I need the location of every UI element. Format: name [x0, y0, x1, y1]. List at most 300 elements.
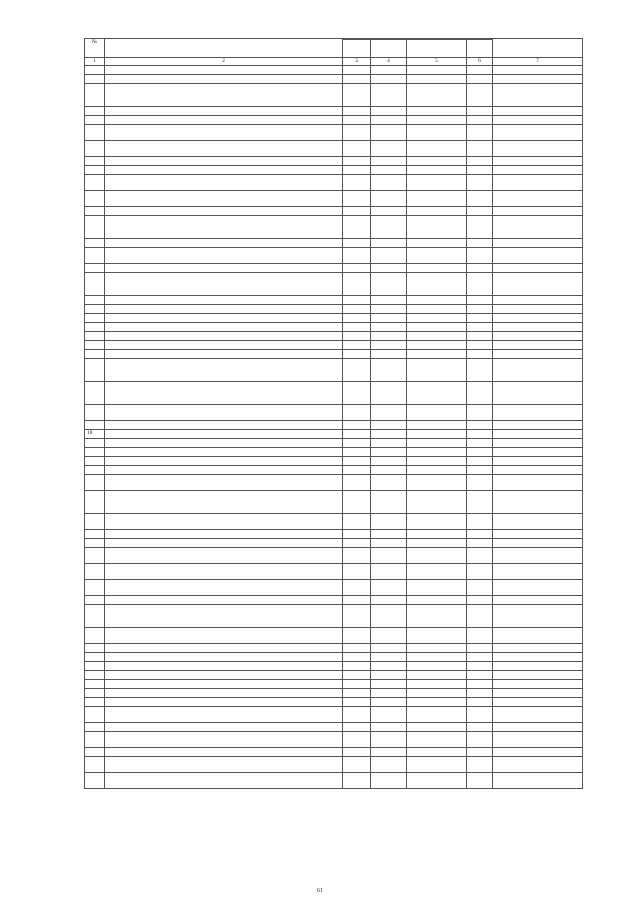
table-cell [343, 662, 371, 671]
table-cell [85, 773, 105, 789]
table-row [85, 84, 583, 107]
table-row [85, 323, 583, 332]
table-cell [407, 296, 467, 305]
table-cell [343, 273, 371, 296]
index-3: 3 [343, 58, 371, 66]
table-cell [85, 491, 105, 514]
index-1: 1 [85, 58, 105, 66]
table-cell [371, 514, 407, 530]
table-cell [371, 191, 407, 207]
page-number: 61 [317, 888, 323, 894]
table-cell [467, 457, 493, 466]
header-grbs [343, 40, 371, 58]
table-cell [105, 341, 343, 350]
table-row [85, 141, 583, 157]
table-cell [467, 382, 493, 405]
table-cell [105, 323, 343, 332]
table-cell [467, 314, 493, 323]
table-row [85, 175, 583, 191]
table-cell [105, 116, 343, 125]
table-row [85, 405, 583, 421]
table-cell [467, 671, 493, 680]
table-cell [85, 332, 105, 341]
budget-table [84, 38, 583, 789]
table-cell [493, 107, 583, 116]
table-cell [407, 332, 467, 341]
table-row [85, 421, 583, 430]
table-cell [371, 628, 407, 644]
table-cell [493, 491, 583, 514]
table-cell [343, 207, 371, 216]
table-row [85, 539, 583, 548]
table-cell [371, 157, 407, 166]
table-cell [105, 707, 343, 723]
table-cell [105, 382, 343, 405]
table-cell [493, 530, 583, 539]
table-cell [467, 757, 493, 773]
table-cell [407, 305, 467, 314]
table-cell [407, 175, 467, 191]
table-cell [407, 773, 467, 789]
table-cell [85, 116, 105, 125]
table-cell [493, 662, 583, 671]
table-cell [343, 84, 371, 107]
table-cell [343, 264, 371, 273]
table-row [85, 732, 583, 748]
table-row [85, 448, 583, 457]
table-cell [371, 707, 407, 723]
table-cell [371, 748, 407, 757]
table-cell [85, 662, 105, 671]
table-cell [371, 107, 407, 116]
table-cell [85, 732, 105, 748]
table-cell [85, 84, 105, 107]
table-cell [493, 596, 583, 605]
table-cell [371, 466, 407, 475]
table-cell [343, 405, 371, 421]
table-row [85, 680, 583, 689]
table-cell [371, 653, 407, 662]
table-cell [85, 175, 105, 191]
table-row [85, 757, 583, 773]
table-cell [105, 216, 343, 239]
table-row [85, 75, 583, 84]
table-cell [343, 216, 371, 239]
index-4: 4 [371, 58, 407, 66]
table-cell [493, 564, 583, 580]
table-row [85, 382, 583, 405]
table-cell [343, 748, 371, 757]
table-row [85, 671, 583, 680]
table-cell [371, 644, 407, 653]
table-cell [85, 564, 105, 580]
table-cell [407, 421, 467, 430]
table-cell [371, 341, 407, 350]
table-cell [85, 596, 105, 605]
table-cell [407, 514, 467, 530]
table-cell [493, 644, 583, 653]
table-cell [371, 448, 407, 457]
table-cell [493, 732, 583, 748]
table-cell [493, 207, 583, 216]
table-cell [493, 323, 583, 332]
table-cell [85, 644, 105, 653]
table-cell [467, 405, 493, 421]
table-cell [343, 644, 371, 653]
table-cell [105, 689, 343, 698]
table-cell [343, 628, 371, 644]
table-cell [467, 564, 493, 580]
table-cell [85, 580, 105, 596]
table-cell [467, 539, 493, 548]
table-cell [493, 405, 583, 421]
table-cell [493, 748, 583, 757]
table-cell [343, 448, 371, 457]
table-cell [85, 216, 105, 239]
table-cell [407, 430, 467, 439]
table-cell [493, 539, 583, 548]
table-cell [105, 773, 343, 789]
table-cell [343, 689, 371, 698]
table-cell [343, 653, 371, 662]
table-cell [105, 628, 343, 644]
table-cell [85, 66, 105, 75]
index-6: 6 [467, 58, 493, 66]
table-cell [85, 248, 105, 264]
table-cell [371, 680, 407, 689]
table-cell [105, 491, 343, 514]
table-cell [343, 305, 371, 314]
table-cell [85, 475, 105, 491]
table-cell [407, 439, 467, 448]
table-row [85, 207, 583, 216]
table-row [85, 264, 583, 273]
table-cell [343, 382, 371, 405]
table-cell [371, 84, 407, 107]
table-cell [371, 689, 407, 698]
table-cell [85, 323, 105, 332]
table-cell [371, 359, 407, 382]
table-cell [371, 421, 407, 430]
table-cell [407, 605, 467, 628]
table-cell [85, 689, 105, 698]
table-cell [343, 323, 371, 332]
table-cell [407, 580, 467, 596]
table-cell [85, 75, 105, 84]
table-row [85, 605, 583, 628]
table-cell [105, 748, 343, 757]
table-cell [467, 439, 493, 448]
table-cell [105, 264, 343, 273]
table-cell [407, 628, 467, 644]
table-cell [407, 341, 467, 350]
table-cell [467, 514, 493, 530]
table-cell [493, 314, 583, 323]
table-cell [493, 698, 583, 707]
table-cell [371, 166, 407, 175]
table-cell [467, 698, 493, 707]
table-cell [371, 548, 407, 564]
table-cell [343, 596, 371, 605]
table-cell [467, 239, 493, 248]
table-cell [493, 448, 583, 457]
table-cell [493, 653, 583, 662]
table-cell [407, 653, 467, 662]
table-cell [343, 605, 371, 628]
table-cell [407, 66, 467, 75]
table-cell [85, 448, 105, 457]
table-cell [493, 773, 583, 789]
table-row [85, 430, 583, 439]
table-cell [371, 273, 407, 296]
table-row [85, 239, 583, 248]
table-cell [467, 491, 493, 514]
table-cell [493, 141, 583, 157]
table-cell [343, 439, 371, 448]
table-cell [407, 671, 467, 680]
table-cell [467, 66, 493, 75]
table-cell [407, 548, 467, 564]
table-cell [371, 66, 407, 75]
table-cell [493, 421, 583, 430]
table-row [85, 662, 583, 671]
table-cell [467, 596, 493, 605]
table-cell [467, 662, 493, 671]
table-row [85, 491, 583, 514]
table-row [85, 157, 583, 166]
table-cell [105, 662, 343, 671]
table-cell [105, 314, 343, 323]
table-cell [371, 773, 407, 789]
table-cell [343, 341, 371, 350]
table-cell [467, 653, 493, 662]
table-cell [467, 323, 493, 332]
table-cell [467, 723, 493, 732]
table-cell [493, 605, 583, 628]
table-cell [467, 305, 493, 314]
table-cell [85, 107, 105, 116]
table-row [85, 580, 583, 596]
table-cell [493, 166, 583, 175]
table-cell [343, 66, 371, 75]
table-cell [467, 748, 493, 757]
table-cell [467, 107, 493, 116]
table-cell [371, 323, 407, 332]
table-cell [371, 732, 407, 748]
table-cell [493, 157, 583, 166]
table-cell [467, 75, 493, 84]
table-cell [343, 239, 371, 248]
table-row [85, 439, 583, 448]
table-cell [407, 166, 467, 175]
table-cell [467, 191, 493, 207]
table-cell [493, 548, 583, 564]
table-cell [85, 305, 105, 314]
table-cell [493, 216, 583, 239]
table-cell [343, 248, 371, 264]
table-cell [371, 491, 407, 514]
table-cell [85, 539, 105, 548]
table-cell [343, 707, 371, 723]
table-cell [467, 448, 493, 457]
table-cell [493, 580, 583, 596]
table-cell [467, 421, 493, 430]
table-row [85, 332, 583, 341]
table-cell [85, 653, 105, 662]
table-cell [343, 421, 371, 430]
table-cell [85, 341, 105, 350]
table-cell [467, 707, 493, 723]
table-cell [105, 757, 343, 773]
table-cell [343, 680, 371, 689]
table-cell [85, 405, 105, 421]
table-cell [371, 207, 407, 216]
table-cell [105, 191, 343, 207]
table-cell [407, 448, 467, 457]
table-row [85, 514, 583, 530]
table-cell [343, 314, 371, 323]
table-cell [343, 332, 371, 341]
table-cell [407, 382, 467, 405]
table-cell [105, 84, 343, 107]
table-cell [85, 723, 105, 732]
table-cell [105, 596, 343, 605]
table-row [85, 475, 583, 491]
header-target [407, 40, 467, 58]
table-cell [85, 628, 105, 644]
table-cell [467, 359, 493, 382]
table-cell [343, 350, 371, 359]
table-cell [407, 157, 467, 166]
table-cell [493, 359, 583, 382]
table-cell [105, 125, 343, 141]
table-cell [105, 66, 343, 75]
table-cell [371, 671, 407, 680]
table-cell [407, 644, 467, 653]
table-cell [371, 430, 407, 439]
table-cell [343, 491, 371, 514]
table-cell [105, 564, 343, 580]
table-cell [407, 475, 467, 491]
table-cell [343, 530, 371, 539]
table-cell [85, 466, 105, 475]
table-cell [467, 732, 493, 748]
table-cell [343, 430, 371, 439]
table-cell [407, 539, 467, 548]
table-cell [493, 350, 583, 359]
table-cell [493, 457, 583, 466]
table-cell [407, 466, 467, 475]
table-cell [467, 605, 493, 628]
table-cell [371, 175, 407, 191]
table-cell [493, 66, 583, 75]
table-cell [105, 466, 343, 475]
table-cell [493, 273, 583, 296]
table-cell [467, 341, 493, 350]
table-cell: 18 [85, 430, 105, 439]
table-cell [105, 430, 343, 439]
table-cell [371, 332, 407, 341]
table-cell [105, 296, 343, 305]
table-cell [343, 125, 371, 141]
table-cell [493, 305, 583, 314]
table-cell [371, 723, 407, 732]
table-cell [493, 116, 583, 125]
table-cell [105, 605, 343, 628]
table-cell [371, 248, 407, 264]
table-cell [343, 757, 371, 773]
table-cell [85, 191, 105, 207]
table-cell [407, 680, 467, 689]
table-row [85, 644, 583, 653]
table-cell [85, 698, 105, 707]
table-cell [105, 448, 343, 457]
table-cell [371, 125, 407, 141]
table-cell [467, 628, 493, 644]
table-cell [493, 191, 583, 207]
table-cell [85, 605, 105, 628]
table-cell [467, 273, 493, 296]
table-cell [493, 680, 583, 689]
table-cell [105, 239, 343, 248]
table-cell [407, 191, 467, 207]
table-cell [371, 757, 407, 773]
table-cell [467, 466, 493, 475]
table-cell [493, 125, 583, 141]
table-cell [371, 382, 407, 405]
table-cell [407, 662, 467, 671]
table-cell [85, 671, 105, 680]
header-total [493, 39, 583, 58]
table-cell [85, 239, 105, 248]
table-cell [343, 359, 371, 382]
table-cell [85, 748, 105, 757]
table-cell [407, 125, 467, 141]
table-cell [493, 84, 583, 107]
table-cell [343, 141, 371, 157]
table-cell [407, 84, 467, 107]
table-cell [343, 671, 371, 680]
table-cell [371, 116, 407, 125]
table-cell [343, 116, 371, 125]
table-cell [371, 698, 407, 707]
table-cell [343, 732, 371, 748]
table-row [85, 359, 583, 382]
table-cell [407, 264, 467, 273]
table-cell [105, 653, 343, 662]
table-cell [85, 548, 105, 564]
table-row [85, 723, 583, 732]
table-cell [105, 530, 343, 539]
table-cell [105, 671, 343, 680]
table-cell [371, 314, 407, 323]
table-cell [343, 475, 371, 491]
table-cell [493, 296, 583, 305]
table-row [85, 748, 583, 757]
table-cell [105, 157, 343, 166]
table-row [85, 698, 583, 707]
table-row [85, 596, 583, 605]
table-cell [493, 75, 583, 84]
table-cell [105, 723, 343, 732]
table-cell [407, 689, 467, 698]
table-cell [85, 530, 105, 539]
table-cell [371, 564, 407, 580]
table-row [85, 116, 583, 125]
table-row [85, 457, 583, 466]
table-row [85, 273, 583, 296]
table-cell [343, 723, 371, 732]
